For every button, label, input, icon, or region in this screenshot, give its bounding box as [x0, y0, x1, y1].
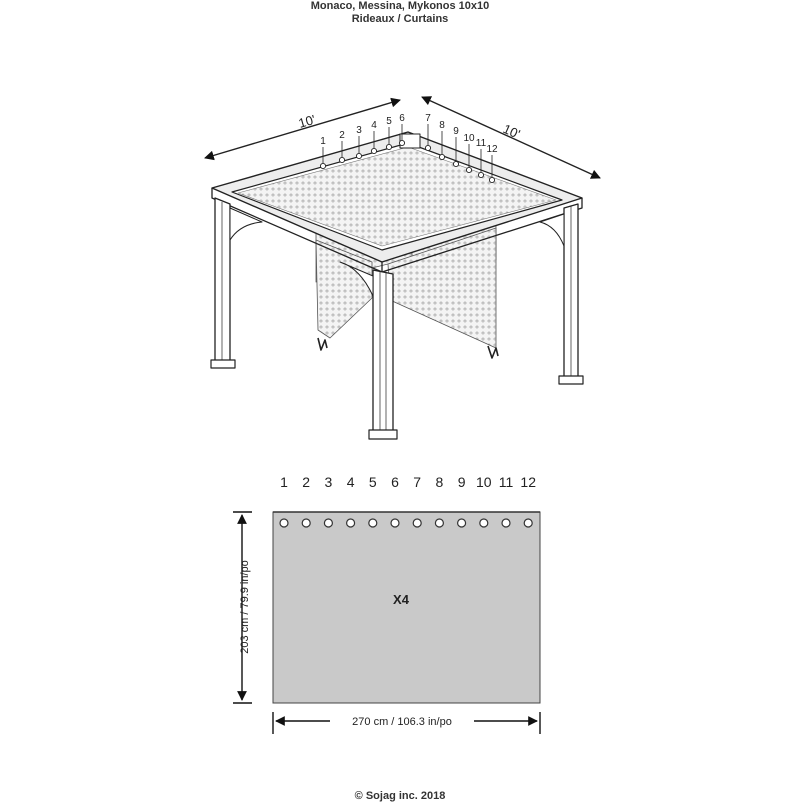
tieback-left	[318, 338, 327, 350]
foot-left	[211, 360, 235, 368]
hook-number: 11	[475, 138, 487, 149]
grommet-number: 12	[520, 474, 536, 490]
hook-ring	[489, 177, 494, 182]
grommet-number: 1	[280, 474, 288, 490]
grommet-hole	[480, 519, 488, 527]
curtain-panel	[273, 512, 540, 703]
grommet-hole	[458, 519, 466, 527]
grommet-number: 3	[324, 474, 333, 490]
diagram-title: Monaco, Messina, Mykonos 10x10	[310, 0, 490, 12]
grommet-hole	[347, 519, 355, 527]
grommet-hole	[413, 519, 421, 527]
hook-ring	[453, 161, 458, 166]
grommet-number: 6	[391, 474, 399, 490]
hook-ring	[439, 154, 444, 159]
hook-number: 4	[371, 120, 377, 131]
grommet-number: 10	[476, 474, 492, 490]
hook-ring	[356, 153, 361, 158]
width-dimension-label: 270 cm / 106.3 in/po	[352, 716, 452, 728]
grommet-hole	[324, 519, 332, 527]
hook-ring	[371, 148, 376, 153]
post-front	[373, 270, 393, 432]
grommet-hole	[524, 519, 532, 527]
hook-number: 9	[453, 126, 459, 137]
height-dimension-label: 203 cm / 79.9 in/po	[239, 560, 251, 654]
dimension-label-left: 10'	[296, 111, 318, 131]
grommet-hole	[369, 519, 377, 527]
grommet-number: 5	[368, 474, 377, 490]
grommet-hole	[280, 519, 288, 527]
copyright-footer: © Sojag inc. 2018	[354, 790, 446, 802]
diagram-subtitle: Rideaux / Curtains	[351, 13, 449, 25]
grommet-hole	[391, 519, 399, 527]
grommet-number: 8	[435, 474, 444, 490]
grommet-number: 2	[302, 474, 311, 490]
curtain-diagram	[233, 474, 540, 734]
hook-number: 12	[486, 144, 498, 155]
grommet-number: 4	[346, 474, 355, 490]
hook-ring	[466, 167, 471, 172]
foot-right	[559, 376, 583, 384]
grommet-number: 11	[498, 474, 514, 490]
hook-number: 2	[339, 130, 345, 141]
grommet-number: 9	[457, 474, 466, 490]
hook-number: 5	[386, 116, 392, 127]
grommet-hole	[302, 519, 310, 527]
brace-right	[540, 214, 564, 246]
quantity-label: X4	[393, 592, 409, 607]
grommet-hole	[502, 519, 510, 527]
hook-ring	[339, 157, 344, 162]
hook-ring	[425, 145, 430, 150]
hook-ring	[478, 172, 483, 177]
hook-number: 8	[439, 120, 445, 131]
hook-ring	[386, 144, 391, 149]
grommet-hole	[435, 519, 443, 527]
hook-number: 7	[425, 113, 431, 124]
foot-front	[369, 430, 397, 439]
hook-number: 3	[356, 125, 362, 136]
hook-ring	[399, 140, 404, 145]
hook-number: 10	[463, 133, 475, 144]
tieback-right	[488, 346, 498, 358]
gazebo-illustration	[205, 97, 600, 439]
grommet-number: 7	[413, 474, 422, 490]
dimension-label-right: 10'	[500, 121, 523, 142]
post-left	[215, 198, 230, 362]
hook-number: 1	[320, 136, 326, 147]
hook-ring	[320, 163, 325, 168]
hook-number: 6	[399, 113, 405, 124]
